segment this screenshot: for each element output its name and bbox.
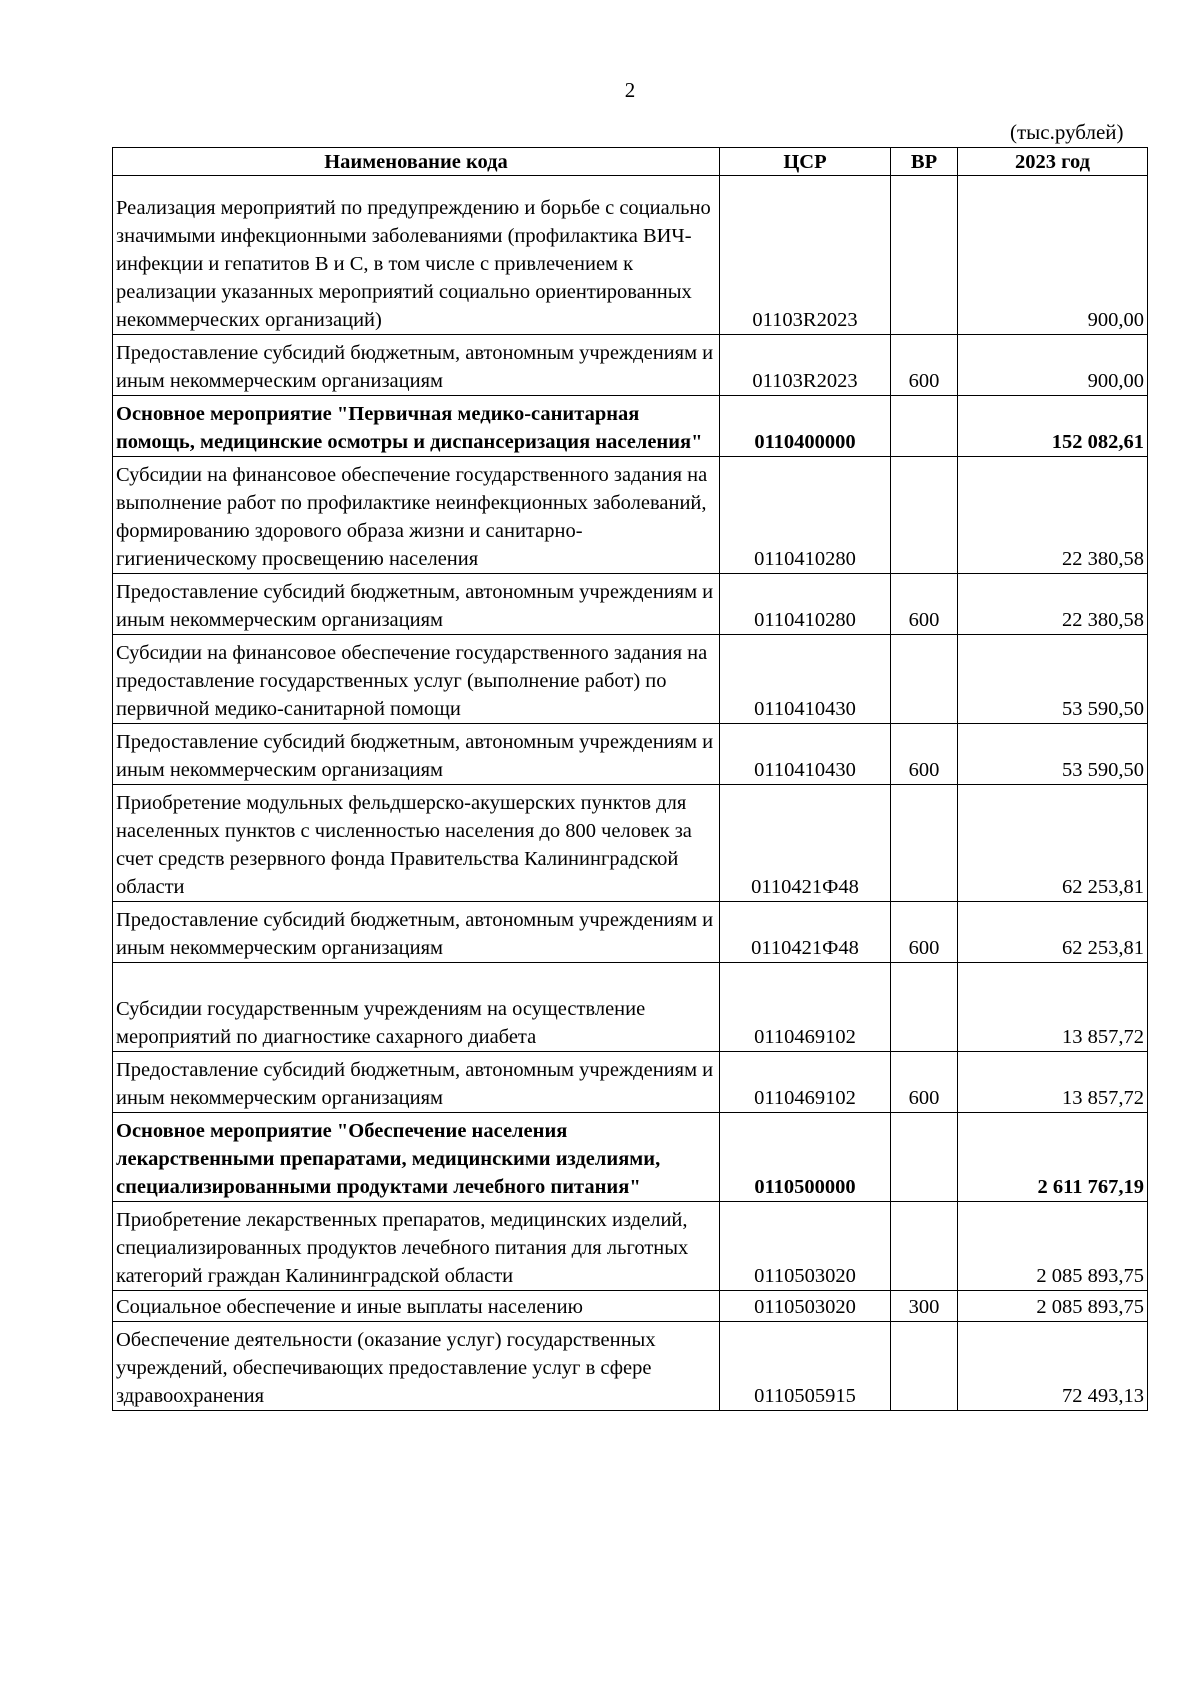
- row-csr: 0110469102: [720, 1052, 891, 1113]
- row-name: Обеспечение деятельности (оказание услуг) государственных учреждений, обеспечивающих предоставление услуг в сфере здравоохранения: [113, 1322, 720, 1411]
- row-csr: 0110500000: [720, 1113, 891, 1202]
- row-vr: [891, 963, 958, 1052]
- row-amount: 900,00: [958, 176, 1148, 335]
- table-row: [113, 963, 1148, 1052]
- header-vr: ВР: [891, 148, 958, 176]
- table-row: [113, 396, 1148, 457]
- table-row: [113, 1052, 1148, 1113]
- row-name: Субсидии на финансовое обеспечение государственного задания на выполнение работ по профилактике неинфекционных заболеваний, формированию здорового образа жизни и санитарно-гигиеническому просвещению населения: [113, 457, 720, 574]
- row-csr: 0110410280: [720, 457, 891, 574]
- row-name: Основное мероприятие "Обеспечение населения лекарственными препаратами, медицинскими изделиями, специализированными продуктами лечебного питания": [113, 1113, 720, 1202]
- table-row: [113, 335, 1148, 396]
- row-name: Социальное обеспечение и иные выплаты населению: [113, 1291, 720, 1322]
- table-row: [113, 1322, 1148, 1411]
- row-csr: 01103R2023: [720, 176, 891, 335]
- row-amount: 2 085 893,75: [958, 1202, 1148, 1291]
- row-name: Реализация мероприятий по предупреждению и борьбе с социально значимыми инфекционными заболеваниями (профилактика ВИЧ-инфекции и гепатитов В и С, в том числе с привлечением к реализации указанных мероприятий социально ориентированных некоммерческих организаций): [113, 176, 720, 335]
- row-vr: 300: [891, 1291, 958, 1322]
- row-name: Предоставление субсидий бюджетным, автономным учреждениям и иным некоммерческим организациям: [113, 1052, 720, 1113]
- row-csr: 0110505915: [720, 1322, 891, 1411]
- header-csr: ЦСР: [720, 148, 891, 176]
- row-vr: 600: [891, 902, 958, 963]
- row-csr: 0110503020: [720, 1291, 891, 1322]
- budget-table: [112, 147, 1148, 1411]
- row-vr: [891, 176, 958, 335]
- row-vr: 600: [891, 574, 958, 635]
- row-vr: [891, 1202, 958, 1291]
- row-vr: [891, 1113, 958, 1202]
- row-csr: 01103R2023: [720, 335, 891, 396]
- row-vr: 600: [891, 335, 958, 396]
- row-amount: 2 611 767,19: [958, 1113, 1148, 1202]
- table-header-row: [113, 148, 1148, 176]
- row-amount: 22 380,58: [958, 457, 1148, 574]
- row-name: Основное мероприятие "Первичная медико-санитарная помощь, медицинские осмотры и диспансеризация населения": [113, 396, 720, 457]
- row-vr: [891, 785, 958, 902]
- table-row: [113, 785, 1148, 902]
- table-row: [113, 902, 1148, 963]
- table-row: [113, 724, 1148, 785]
- row-amount: 72 493,13: [958, 1322, 1148, 1411]
- row-csr: 0110410430: [720, 635, 891, 724]
- row-vr: 600: [891, 1052, 958, 1113]
- row-vr: [891, 457, 958, 574]
- row-amount: 53 590,50: [958, 635, 1148, 724]
- row-csr: 0110421Ф48: [720, 902, 891, 963]
- row-amount: 13 857,72: [958, 963, 1148, 1052]
- table-row: [113, 457, 1148, 574]
- table-row: [113, 176, 1148, 335]
- row-csr: 0110421Ф48: [720, 785, 891, 902]
- row-name: Субсидии государственным учреждениям на осуществление мероприятий по диагностике сахарного диабета: [113, 963, 720, 1052]
- table-row: [113, 635, 1148, 724]
- page-number: 2: [624, 78, 636, 102]
- row-name: Предоставление субсидий бюджетным, автономным учреждениям и иным некоммерческим организациям: [113, 574, 720, 635]
- row-amount: 900,00: [958, 335, 1148, 396]
- row-name: Приобретение модульных фельдшерско-акушерских пунктов для населенных пунктов с численностью населения до 800 человек за счет средств резервного фонда Правительства Калининградской области: [113, 785, 720, 902]
- row-name: Предоставление субсидий бюджетным, автономным учреждениям и иным некоммерческим организациям: [113, 902, 720, 963]
- row-vr: 600: [891, 724, 958, 785]
- row-amount: 13 857,72: [958, 1052, 1148, 1113]
- row-amount: 152 082,61: [958, 396, 1148, 457]
- table-row: [113, 1291, 1148, 1322]
- row-name: Предоставление субсидий бюджетным, автономным учреждениям и иным некоммерческим организациям: [113, 724, 720, 785]
- row-vr: [891, 635, 958, 724]
- row-csr: 0110503020: [720, 1202, 891, 1291]
- table-row: [113, 574, 1148, 635]
- row-name: Предоставление субсидий бюджетным, автономным учреждениям и иным некоммерческим организациям: [113, 335, 720, 396]
- row-csr: 0110400000: [720, 396, 891, 457]
- row-amount: 62 253,81: [958, 785, 1148, 902]
- row-amount: 53 590,50: [958, 724, 1148, 785]
- header-year: 2023 год: [958, 148, 1148, 176]
- row-amount: 2 085 893,75: [958, 1291, 1148, 1322]
- row-name: Субсидии на финансовое обеспечение государственного задания на предоставление государственных услуг (выполнение работ) по первичной медико-санитарной помощи: [113, 635, 720, 724]
- table-row: [113, 1202, 1148, 1291]
- row-vr: [891, 1322, 958, 1411]
- row-csr: 0110410280: [720, 574, 891, 635]
- row-name: Приобретение лекарственных препаратов, медицинских изделий, специализированных продуктов лечебного питания для льготных категорий граждан Калининградской области: [113, 1202, 720, 1291]
- row-csr: 0110410430: [720, 724, 891, 785]
- table-row: [113, 1113, 1148, 1202]
- row-amount: 22 380,58: [958, 574, 1148, 635]
- row-vr: [891, 396, 958, 457]
- header-name: Наименование кода: [113, 148, 720, 176]
- units-label: (тыс.рублей): [1010, 120, 1124, 144]
- row-csr: 0110469102: [720, 963, 891, 1052]
- row-amount: 62 253,81: [958, 902, 1148, 963]
